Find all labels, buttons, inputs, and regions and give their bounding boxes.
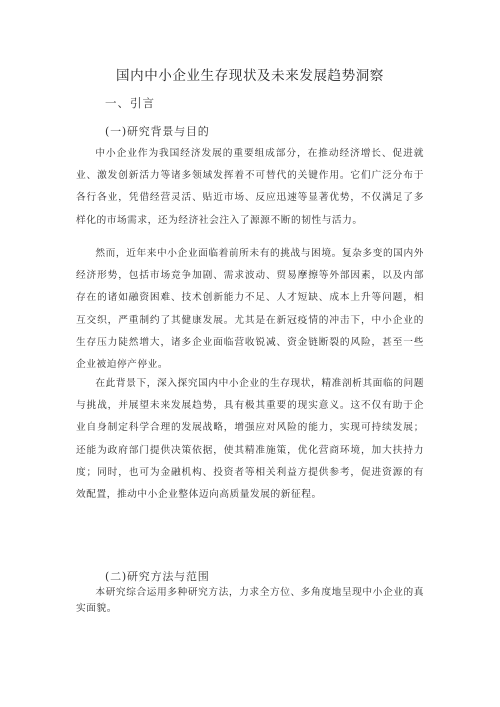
document-title: 国内中小企业生存现状及未来发展趋势洞察 xyxy=(116,68,384,84)
paragraph-background-3: 在此背景下，深入探究国内中小企业的生存现状，精准剖析其面临的问题与挑战，并展望未来发展趋势，具有极其重要的现实意义。这不仅有助于企业自身制定科学合理的发展战略，增强应对风险的能力，实现可持续发展；还能为政府部门提供决策依据，使其精准施策，优化营商环境，加大扶持力度；同时，也可为金融机构、投资者等相关利益方提供参考，促进资源的有效配置，推动中小企业整体迈向高质量发展的新征程。 xyxy=(76,378,424,501)
section-heading-introduction: 一、引言 xyxy=(105,96,155,110)
subsection-heading-background: (一)研究背景与目的 xyxy=(105,125,210,138)
paragraph-background-1: 中小企业作为我国经济发展的重要组成部分，在推动经济增长、促进就业、激发创新活力等诸多领域发挥着不可替代的关键作用。它们广泛分布于各行各业，凭借经营灵活、贴近市场、反应迅速等显著优势，不仅满足了多样化的市场需求，还为经济社会注入了源源不断的韧性与活力。 xyxy=(76,148,424,226)
paragraph-methods-1: 本研究综合运用多种研究方法，力求全方位、多角度地呈现中小企业的真实面貌。 xyxy=(76,587,424,614)
subsection-heading-methods: (二)研究方法与范围 xyxy=(105,570,210,583)
paragraph-background-2: 然而，近年来中小企业面临着前所未有的挑战与困境。复杂多变的国内外经济形势，包括市场竞争加剧、需求波动、贸易摩擦等外部因素，以及内部存在的诸如融资困难、技术创新能力不足、人才短缺、成本上升等问题，相互交织，严重制约了其健康发展。尤其是在新冠疫情的冲击下，中小企业的生存压力陡然增大，诸多企业面临营收锐减、资金链断裂的风险，甚至一些企业被迫停产停业。 xyxy=(76,248,424,371)
